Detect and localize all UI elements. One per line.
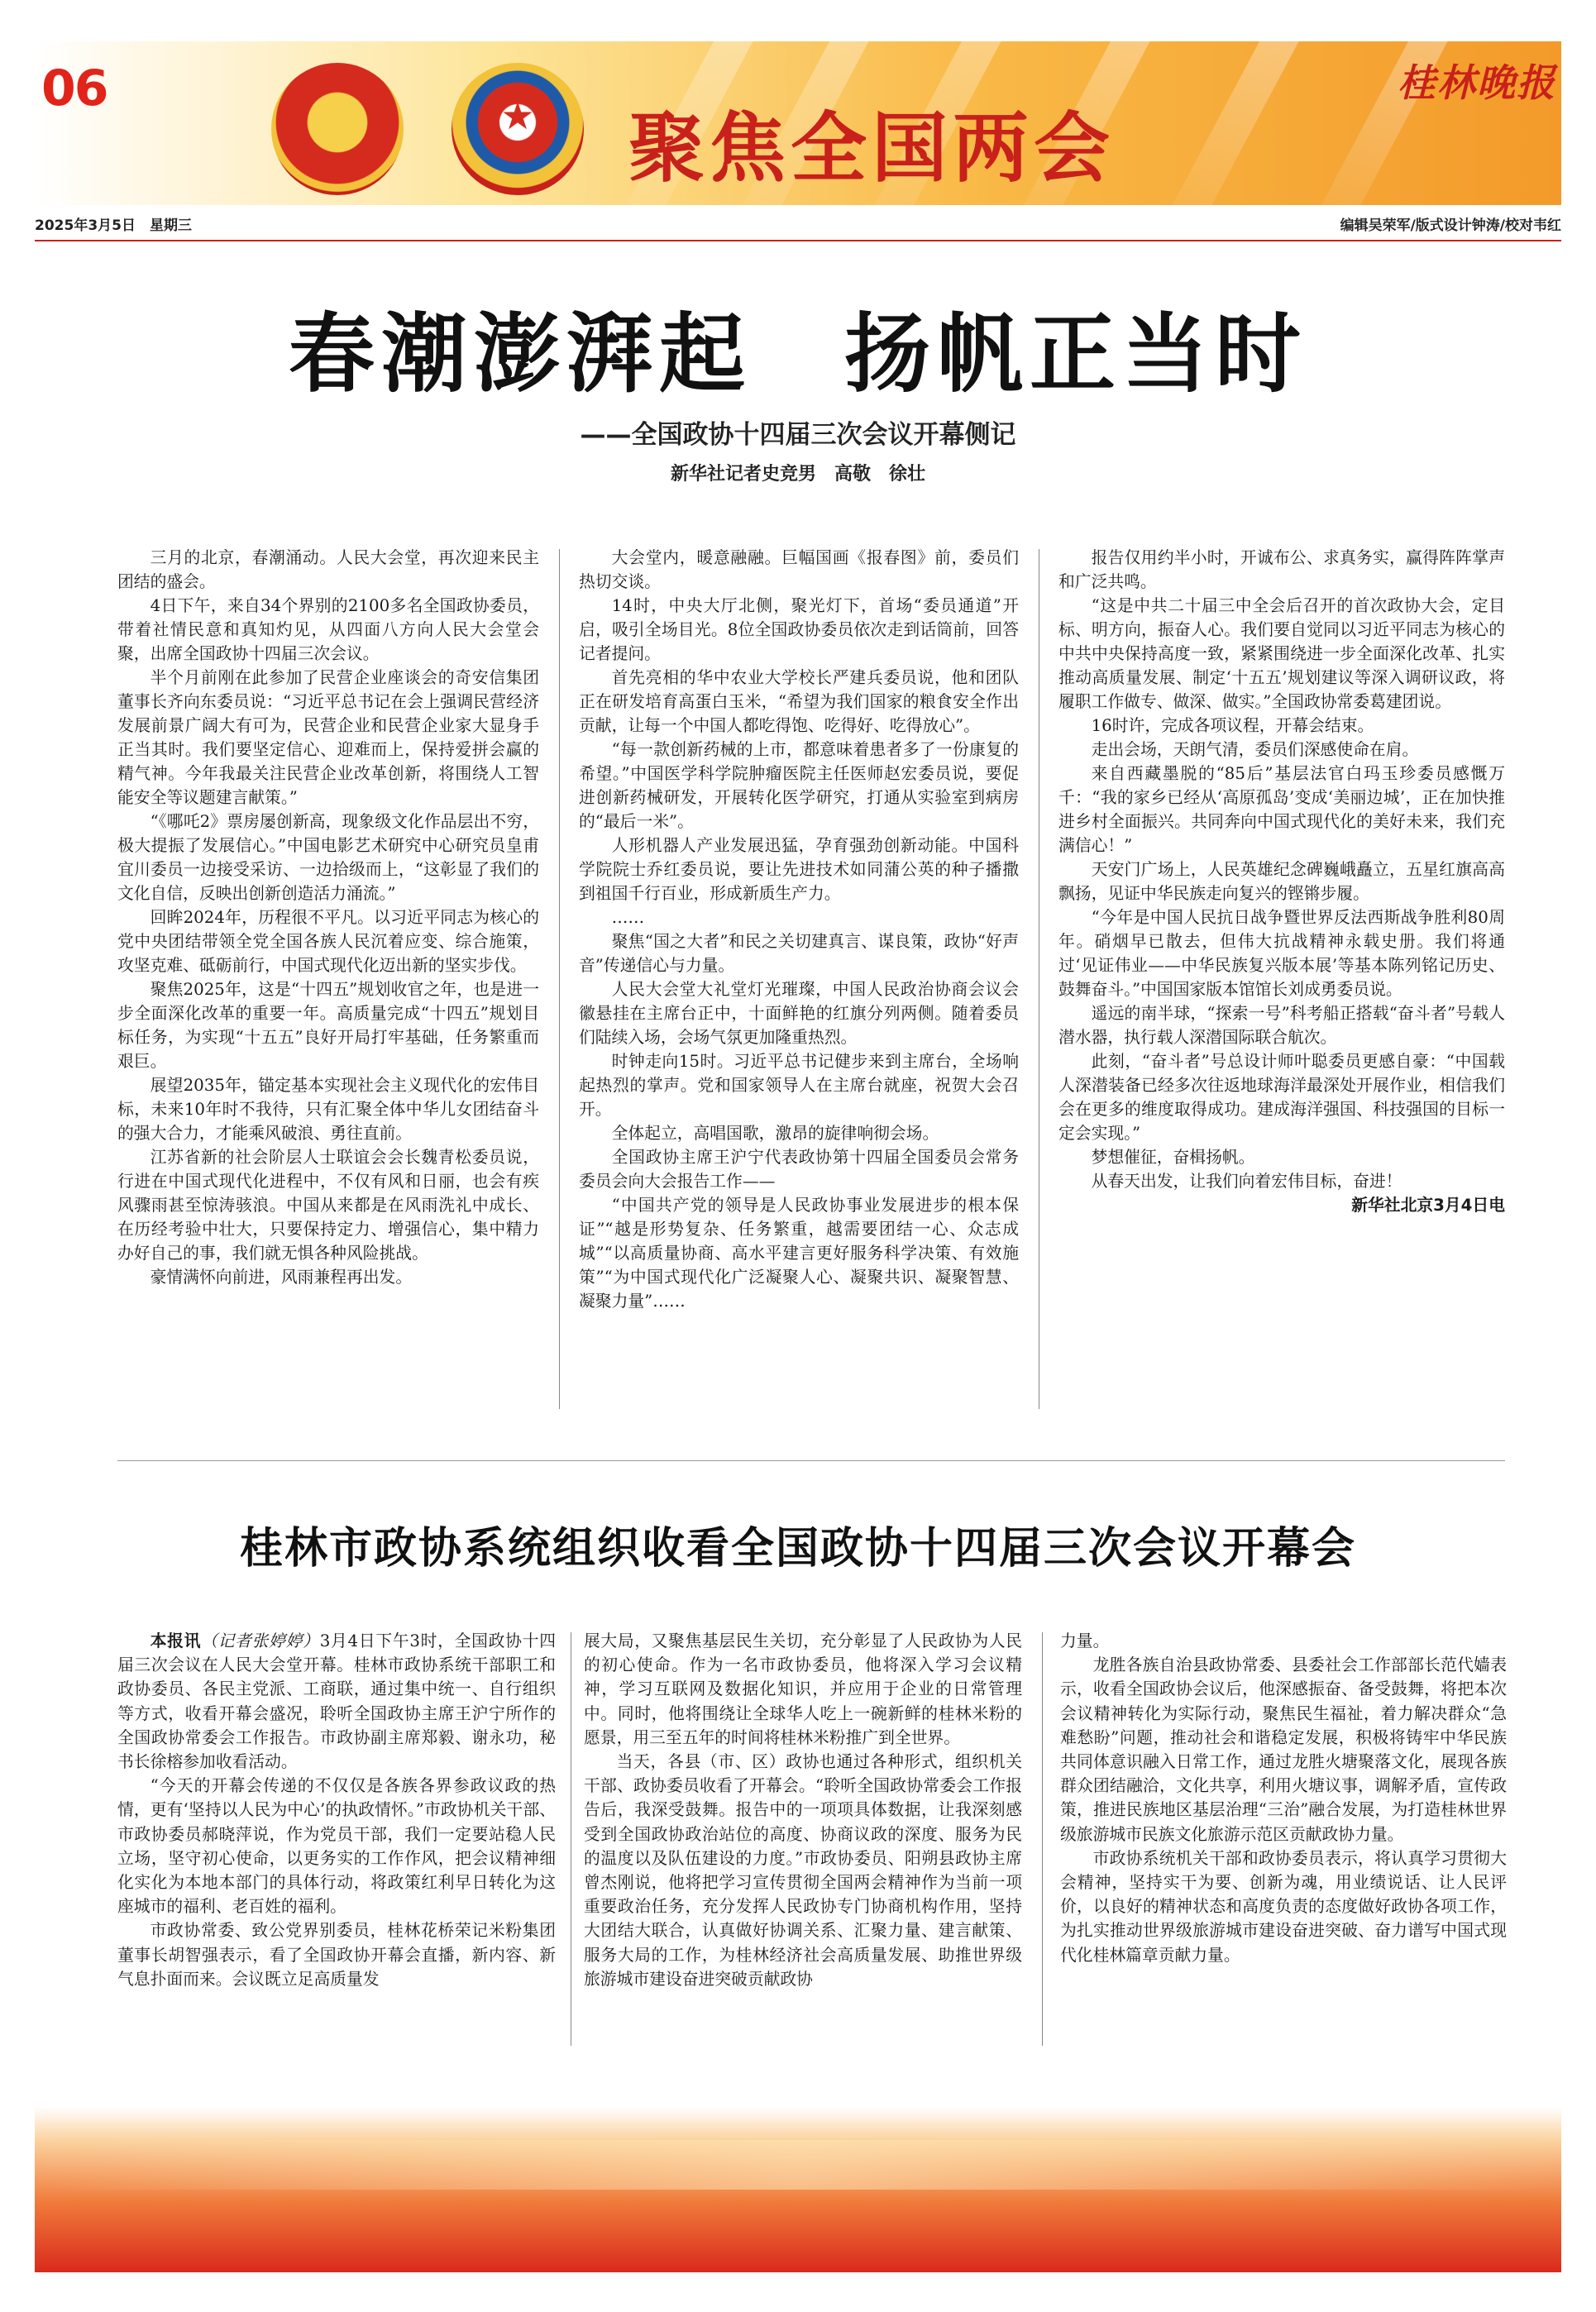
paragraph: 梦想催征，奋楫扬帆。 (1091, 1148, 1255, 1167)
paragraph: 此刻，“奋斗者”号总设计师叶聪委员更感自豪：“中国载人深潜装备已经多次往返地球海洋最深处开展作业，相信我们会在更多的维度取得成功。建成海洋强国、科技强国的目标一定会实现。” (1058, 1052, 1505, 1143)
paragraph: 豪情满怀向前进，风雨兼程再出发。 (150, 1268, 413, 1287)
article1-signoff: 新华社北京3月4日电 (1351, 1196, 1505, 1215)
paragraph: 来自西藏墨脱的“85后”基层法官白玛玉珍委员感慨万千：“我的家乡已经从‘高原孤岛’变成‘美丽边城’，正在加快推进乡村全面振兴。共同奔向中国式现代化的美好未来，我们充满信心！” (1058, 764, 1505, 855)
article2-column-2 (584, 1629, 1022, 2055)
national-emblem-icon: ★ (271, 63, 404, 195)
article1-column-2 (579, 546, 1019, 1418)
article2-reporter: （记者张婷婷） (201, 1631, 320, 1650)
paragraph: 首先亮相的华中农业大学校长严建兵委员说，他和团队正在研发培育高蛋白玉米，“希望为我们国家的粮食安全作出贡献，让每一个中国人都吃得饱、吃得好、吃得放心”。 (579, 668, 1019, 735)
article1-headline: 春潮澎湃起 扬帆正当时 (288, 303, 1307, 404)
paragraph: 市政协系统机关干部和政协委员表示，将认真学习贯彻大会精神，坚持实干为要、创新为魂，用业绩说话、让人民评价，以良好的精神状态和高度负责的态度做好政协各项工作，为扎实推动世界级旅游城市建设奋进突破、奋力谱写中国式现代化桂林篇章贡献力量。 (1060, 1848, 1507, 1965)
paragraph: “这是中共二十届三中全会后召开的首次政协大会，定目标、明方向，振奋人心。我们要自觉同以习近平同志为核心的中共中央保持高度一致，紧紧围绕进一步全面深化改革、扎实推动高质量发展、制定‘十五五’规划建议等深入调研议政，将履职工作做专、做深、做实。”全国政协常委葛建团说。 (1058, 596, 1505, 711)
paragraph: 4日下午，来自34个界别的2100多名全国政协委员，带着社情民意和真知灼见，从四面八方向人民大会堂会聚，出席全国政协十四届三次会议。 (117, 596, 539, 663)
header-rule (35, 240, 1561, 241)
paragraph: 展大局，又聚焦基层民生关切，充分彰显了人民政协为人民的初心使命。作为一名市政协委员，他将深入学习会议精神，学习互联网及数据化知识，并应用于企业的日常管理中。同时，他将围绕让全球华人吃上一碗新鲜的桂林米粉的愿景，用三至五年的时间将桂林米粉推广到全世界。 (584, 1631, 1022, 1747)
paragraph: 回眸2024年，历程很不平凡。以习近平同志为核心的党中央团结带领全党全国各族人民沉着应变、综合施策，攻坚克难、砥砺前行，中国式现代化迈出新的坚实步伐。 (117, 908, 539, 975)
paragraph: 江苏省新的社会阶层人士联谊会会长魏青松委员说，行进在中国式现代化进程中，不仅有风和日丽，也会有疾风骤雨甚至惊涛骇浪。中国从来都是在风雨洗礼中成长、在历经考验中壮大，只要保持定力、增强信心，集中精力办好自己的事，我们就无惧各种风险挑战。 (117, 1148, 539, 1263)
article1-subheadline: ——全国政协十四届三次会议开幕侧记 (580, 420, 1016, 450)
article-separator (117, 1460, 1505, 1461)
article1-column-3 (1058, 546, 1505, 1418)
column-divider (559, 549, 560, 1409)
section-title: 聚焦全国两会 (628, 103, 1116, 193)
paragraph: “每一款创新药械的上市，都意味着患者多了一份康复的希望。”中国医学科学院肿瘤医院主任医师赵宏委员说，要促进创新药械研发，开展转化医学研究，打通从实验室到病房的“最后一米”。 (579, 740, 1019, 831)
newspaper-logo: 桂林晚报 (1398, 60, 1556, 105)
article2-lead-label: 本报讯 (150, 1631, 202, 1650)
paragraph: “中国共产党的领导是人民政协事业发展进步的根本保证”“越是形势复杂、任务繁重，越需要团结一心、众志成城”“以高质量协商、高水平建言更好服务科学决策、有效施策”“为中国式现代化广泛凝聚人心、凝聚共识、凝聚智慧、凝聚力量”…… (579, 1196, 1019, 1311)
paragraph: 遥远的南半球，“探索一号”科考船正搭载“奋斗者”号载人潜水器，执行载人深潜国际联合航次。 (1058, 1004, 1505, 1047)
paragraph: 龙胜各族自治县政协常委、县委社会工作部部长范代嫱表示，收看全国政协会议后，他深感振奋、备受鼓舞，将把本次会议精神转化为实际行动，聚焦民生福祉，着力解决群众“急难愁盼”问题，推动社会和谐稳定发展，积极将铸牢中华民族共同体意识融入日常工作，通过龙胜火塘聚落文化，展现各族群众团结融洽，文化共享，利用火塘议事，调解矛盾，宣传政策，推进民族地区基层治理“三治”融合发展，为打造桂林世界级旅游城市民族文化旅游示范区贡献政协力量。 (1060, 1655, 1507, 1844)
article2-column-1 (117, 1629, 556, 2055)
article1-byline: 新华社记者史竞男 高敬 徐壮 (670, 464, 925, 485)
paragraph: 报告仅用约半小时，开诚布公、求真务实，赢得阵阵掌声和广泛共鸣。 (1058, 548, 1505, 591)
paragraph: 当天，各县（市、区）政协也通过各种形式，组织机关干部、政协委员收看了开幕会。“聆听全国政协常委会工作报告后，我深受鼓舞。报告中的一项项具体数据，让我深刻感受到全国政协政治站位的高度、协商议政的深度、服务为民的温度以及队伍建设的力度。”市政协委员、阳朔县政协主席曾杰刚说，他将把学习宣传贯彻全国两会精神作为当前一项重要政治任务，充分发挥人民政协专门协商机构作用，坚持大团结大联合，认真做好协调关系、汇聚力量、建言献策、服务大局的工作，为桂林经济社会高质量发展、助推世界级旅游城市建设奋进突破贡献政协 (584, 1752, 1022, 1989)
paragraph: 人民大会堂大礼堂灯光璀璨，中国人民政治协商会议会徽悬挂在主席台正中，十面鲜艳的红旗分列两侧。随着委员们陆续入场，会场气氛更加隆重热烈。 (579, 980, 1019, 1047)
paragraph: 全体起立，高唱国歌，激昂的旋律响彻会场。 (611, 1124, 939, 1143)
paragraph: 时钟走向15时。习近平总书记健步来到主席台，全场响起热烈的掌声。党和国家领导人在主席台就座，祝贺大会召开。 (579, 1052, 1019, 1119)
paragraph: “今天的开幕会传递的不仅仅是各族各界参政议政的热情，更有‘坚持以人民为中心’的执政情怀。”市政协机关干部、市政协委员郝晓萍说，作为党员干部，我们一定要站稳人民立场，坚守初心使命，以更务实的工作作风，把会议精神细化实化为本地本部门的具体行动，将政策红利早日转化为这座城市的福利、老百姓的福利。 (117, 1776, 556, 1917)
paragraph (117, 1629, 556, 1774)
paragraph: 天安门广场上，人民英雄纪念碑巍峨矗立，五星红旗高高飘扬，见证中华民族走向复兴的铿锵步履。 (1058, 860, 1505, 903)
paragraph: 从春天出发，让我们向着宏伟目标，奋进！ (1091, 1172, 1402, 1191)
paragraph: 市政协常委、致公党界别委员，桂林花桥荣记米粉集团董事长胡智强表示，看了全国政协开幕会直播，新内容、新气息扑面而来。会议既立足高质量发 (117, 1921, 556, 1989)
paragraph: 聚焦“国之大者”和民之关切建真言、谋良策，政协“好声音”传递信心与力量。 (579, 932, 1019, 975)
paragraph: 聚焦2025年，这是“十四五”规划收官之年，也是进一步全面深化改革的重要一年。高质量完成“十四五”规划目标任务，为实现“十五五”良好开局打牢基础，任务繁重而艰巨。 (117, 980, 539, 1071)
paragraph: “今年是中国人民抗日战争暨世界反法西斯战争胜利80周年。硝烟早已散去，但伟大抗战精神永载史册。我们将通过‘见证伟业——中华民族复兴版本展’等基本陈列铭记历史、鼓舞奋斗。”中国国家版本馆馆长刘成勇委员说。 (1058, 908, 1505, 999)
paragraph: 半个月前刚在此参加了民营企业座谈会的奇安信集团董事长齐向东委员说：“习近平总书记在会上强调民营经济发展前景广阔大有可为，民营企业和民营企业家大显身手正当其时。我们要坚定信心、迎难而上，保持爱拼会赢的精气神。今年我最关注民营企业改革创新，将围绕人工智能安全等议题建言献策。” (117, 668, 539, 807)
column-divider (1042, 1632, 1043, 2046)
paragraph: 全国政协主席王沪宁代表政协第十四届全国委员会常务委员会向大会报告工作—— (579, 1148, 1019, 1191)
issue-date: 2025年3月5日 星期三 (35, 217, 192, 234)
paragraph: 走出会场，天朗气清，委员们深感使命在肩。 (1091, 740, 1419, 759)
article2-headline: 桂林市政协系统组织收看全国政协十四届三次会议开幕会 (239, 1523, 1356, 1574)
paragraph: “《哪吒2》票房屡创新高，现象级文化作品层出不穷，极大提振了发展信心。”中国电影艺术研究中心研究员皇甫宜川委员一边接受采访、一边拾级而上，“这彰显了我们的文化自信，反映出创新创造活力涌流。” (117, 812, 539, 903)
paragraph-text: 3月4日下午3时，全国政协十四届三次会议在人民大会堂开幕。桂林市政协系统干部职工和政协委员、各民主党派、工商联，通过集中统一、自行组织等方式，收看开幕会盛况，聆听全国政协主席王沪宁所作的全国政协常委会工作报告。市政协副主席郑毅、谢永功，秘书长徐榕参加收看活动。 (117, 1631, 556, 1772)
page-number: 06 (41, 60, 108, 117)
footer-wave (35, 2140, 1561, 2190)
paragraph: 人形机器人产业发展迅猛，孕育强劲创新动能。中国科学院院士乔红委员说，要让先进技术如同蒲公英的种子播撒到祖国千行百业，形成新质生产力。 (579, 836, 1019, 903)
paragraph: 展望2035年，锚定基本实现社会主义现代化的宏伟目标，未来10年时不我待，只有汇聚全体中华儿女团结奋斗的强大合力，才能乘风破浪、勇往直前。 (117, 1076, 539, 1143)
footer-decoration (35, 2107, 1561, 2272)
cppcc-emblem-icon: ★ (452, 63, 584, 195)
paragraph: 大会堂内，暖意融融。巨幅国画《报春图》前，委员们热切交谈。 (579, 548, 1019, 591)
paragraph: …… (611, 908, 645, 927)
article1-column-1 (117, 546, 539, 1418)
paragraph: 14时，中央大厅北侧，聚光灯下，首场“委员通道”开启，吸引全场目光。8位全国政协委员依次走到话筒前，回答记者提问。 (579, 596, 1019, 663)
paragraph: 三月的北京，春潮涌动。人民大会堂，再次迎来民主团结的盛会。 (117, 548, 539, 591)
article2-column-3 (1060, 1629, 1507, 2055)
paragraph: 16时许，完成各项议程，开幕会结束。 (1091, 716, 1374, 735)
editor-credits: 编辑吴荣军/版式设计钟涛/校对韦红 (1340, 217, 1561, 234)
paragraph: 力量。 (1060, 1631, 1110, 1650)
